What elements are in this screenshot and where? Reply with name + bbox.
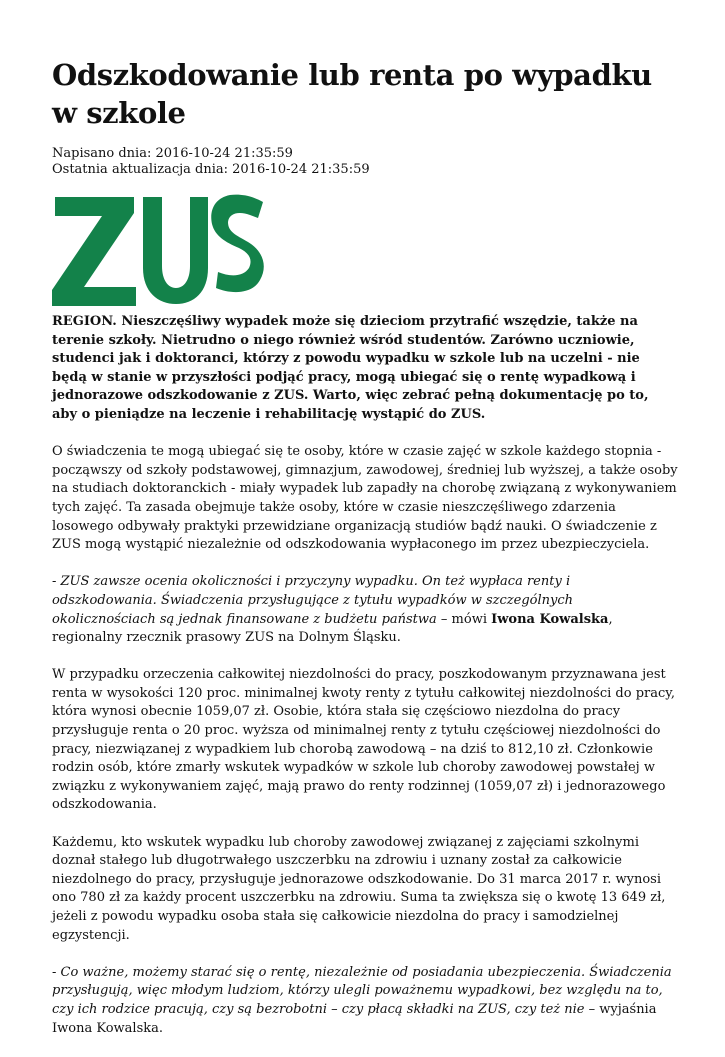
article-title: Odszkodowanie lub renta po wypadku w szkole xyxy=(52,58,652,130)
speaker-role: , regionalny rzecznik prasowy ZUS na Dolnym Śląsku. xyxy=(52,611,613,646)
article-body xyxy=(52,313,678,1057)
paragraph-pension: W przypadku orzeczenia całkowitej niezdolności do pracy, poszkodowanym przyznawana jest renta w wysokości 120 proc. minimalnej kwoty renty z tytułu całkowitej niezdolności do pracy, która wynosi obecnie 1059,07 zł. Osobie, która stała się częściowo niezdolna do pracy przysługuje renta o 20 proc. wyższa od minimalnej renty z tytułu częściowej niezdolności do pracy, niezwiązanej z wypadkiem lub chorobą zawodową – na dziś to 812,10 zł. Członkowie rodzin osób, które zmarły wskutek wypadków w szkole lub choroby zawodowej powstałej w związku z wykonywaniem zajęć, mają prawo do renty rodzinnej (1059,07 zł) i jednorazowego odszkodowania. xyxy=(52,667,676,813)
paragraph-compensation: Każdemu, kto wskutek wypadku lub choroby zawodowej związanej z zajęciami szkolnymi doznał stałego lub długotrwałego uszczerbku na zdrowiu i uznany został za całkowicie niezdolnego do pracy, przysługuje jednorazowe odszkodowanie. Do 31 marca 2017 r. wynosi ono 780 zł za każdy procent uszczerbku na zdrowiu. Suma ta zwiększa się o kwotę 13 649 zł, jeżeli z powodu wypadku osoba stała się całkowicie niezdolna do pracy i samodzielnej egzystencji. xyxy=(52,834,666,943)
article-meta xyxy=(52,146,370,178)
quote-text: - ZUS zawsze ocenia okoliczności i przyczyny wypadku. On też wypłaca renty i odszkodowania. Świadczenia przysługujące z tytułu wypadków w szczególnych okolicznościach są jednak finansowane z budżetu państwa xyxy=(52,574,573,627)
quote-text: - Co ważne, możemy starać się o rentę, niezależnie od posiadania ubezpieczenia. Świadczenia przysługują, więc młodym ludziom, którzy ulegli poważnemu wypadkowi, bez względu na to, czy ich rodzice pracują, czy są bezrobotni – czy płacą składki na ZUS, czy też nie xyxy=(52,964,672,1017)
zus-logo-shapes xyxy=(52,195,264,306)
speaker-name: Iwona Kowalska xyxy=(491,611,609,627)
quote-paragraph-1 xyxy=(52,573,678,647)
published-date: Napisano dnia: 2016-10-24 21:35:59 xyxy=(52,146,293,161)
attribution: – wyjaśnia Iwona Kowalska. xyxy=(52,1001,657,1036)
paragraph-eligibility: O świadczenia te mogą ubiegać się te osoby, które w czasie zajęć w szkole każdego stopnia - począwszy od szkoły podstawowej, gimnazjum, zawodowej, średniej lub wyższej, a także osoby na studiach doktoranckich - miały wypadek lub zapadły na chorobę związaną z wykonywaniem tych zajęć. Ta zasada obejmuje także osoby, które w czasie nieszczęśliwego zdarzenia losowego odbywały praktyki przewidziane organizacją studiów bądź nauki. O świadczenie z ZUS mogą wystąpić niezależnie od odszkodowania wypłaconego im przez ubezpieczyciela. xyxy=(52,444,678,553)
lead-paragraph: REGION. Nieszczęśliwy wypadek może się dzieciom przytrafić wszędzie, także na terenie szkoły. Nietrudno o niego również wśród studentów. Zarówno uczniowie, studenci jak i doktoranci, którzy z powodu wypadku w szkole lub na uczelni - nie będą w stanie w przyszłości podjąć pracy, mogą ubiegać się o rentę wypadkową i jednorazowe odszkodowanie z ZUS. Warto, więc zebrać pełną dokumentację po to, aby o pieniądze na leczenie i rehabilitację wystąpić do ZUS. xyxy=(52,314,649,422)
zus-logo xyxy=(52,180,264,306)
updated-date: Ostatnia aktualizacja dnia: 2016-10-24 21:35:59 xyxy=(52,162,370,177)
quote-paragraph-2 xyxy=(52,964,678,1038)
attribution-verb: – mówi xyxy=(436,611,492,627)
